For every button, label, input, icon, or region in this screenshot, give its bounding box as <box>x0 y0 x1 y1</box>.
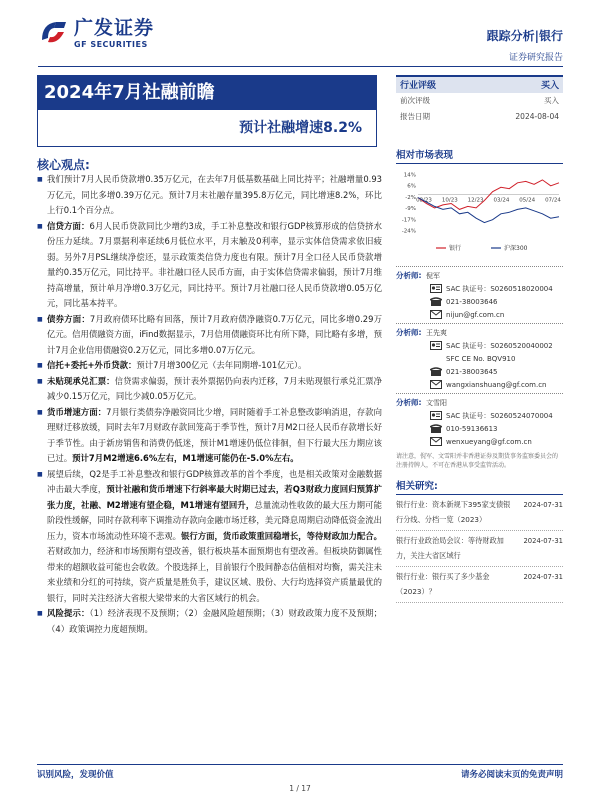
footer-disclaimer-note: 请务必阅读末页的免责声明 <box>460 770 563 780</box>
analyst-name: 文雪阳 <box>426 398 447 407</box>
x-tick-label: 08/23 <box>416 197 432 204</box>
bullet-lead: 债券方面： <box>47 313 90 324</box>
bullet-bold: 银行方面，货币政策重回稳增长，等待财政加力配合。 <box>181 530 382 541</box>
legend-label: 银行 <box>449 245 462 252</box>
analyst-block <box>396 396 563 448</box>
x-tick-label: 03/24 <box>493 197 510 204</box>
y-tick-label: -24% <box>401 228 416 235</box>
market-heading: 相对市场表现 <box>396 147 563 164</box>
email-icon <box>426 380 446 389</box>
analyst-list <box>396 269 563 448</box>
analyst-phone: 010-59136613 <box>446 424 498 433</box>
bullet-money <box>37 405 382 467</box>
bullet-text: 若财政加力，经济和市场预期有望改善，银行板块基本面预期也有望改善。但板块防御属性带来的超额收益可能也会收敛。个股选择上，目前银行个股间静态估值相对均衡，需关注未来业绩和分红的可持续，资产质量是胜负手，建议区域、股份、大行均选择资产质量最优的银行，同时关注经济大省根大梁带来的大省区域行的机会。 <box>47 546 382 603</box>
x-tick-label: 07/24 <box>545 197 561 204</box>
analyst-block <box>396 326 563 391</box>
analyst-name: 王先爽 <box>426 328 447 337</box>
bullet-summary <box>37 172 382 219</box>
bullet-text: 预计7月增300亿元（去年同期增-101亿元）。 <box>136 360 307 370</box>
logo-mark-icon <box>38 18 70 50</box>
y-tick-label: 14% <box>403 172 416 179</box>
related-item[interactable] <box>396 567 563 603</box>
email-icon <box>426 310 446 319</box>
bullet-text: 7月银行类债券净融资同比少增，同时随着手工补息整改影响消退，存款向理财迁移放缓，同时去年7月财政存款回笼高于季节性，预计7月M2口径人民币存款增长好于季节性。由于新房销售和消费仍低迷，预计M1增速仍低位徘徊，但下行最大压力期应该已过。 <box>47 406 382 463</box>
related-date: 2024-07-31 <box>523 537 563 545</box>
rating-value: 买入 <box>540 81 559 91</box>
prev-rating-value: 买入 <box>544 96 559 105</box>
phone-icon <box>426 297 446 307</box>
rating-header <box>396 75 563 93</box>
bullet-lead: 货币增速方面： <box>47 406 107 417</box>
id-card-icon <box>426 411 446 420</box>
bullet-lead: 风险提示： <box>47 608 90 618</box>
analyst-email[interactable]: wangxianshuang@gf.com.cn <box>446 380 547 389</box>
analyst-label: 分析师: <box>396 271 422 280</box>
relative-performance-chart <box>396 168 563 262</box>
bullet-lead: 信贷方面： <box>47 220 90 231</box>
y-tick-label: -17% <box>401 217 416 224</box>
related-item[interactable] <box>396 495 563 531</box>
bullet-text: 信贷需求偏弱，预计表外票据仍向表内迁移，7月未贴现银行承兑汇票净减少0.15万亿元，同比少减0.05万亿元。 <box>47 375 382 401</box>
footer-slogan: 识别风险，发现价值 <box>37 770 114 780</box>
related-title[interactable]: 银行行业：资本新规下395家支债银行分线、分档一览（2023） <box>396 500 511 524</box>
bullet-text: 6月人民币贷款同比少增约3成，手工补息整改和银行GDP核算形成的信贷挤水份压力延续。7月票据利率延续6月低位水平，月末触及0利率，显示实体信贷需求依旧疲弱。另外7月PSL继续净偿还，显示政策类信贷力度也有限。预计7月全口径人民币贷款增量约0.35万亿元，同比持平。非社融口径人民币方面，由于实体信贷需求偏弱，预计7月维持高增量，预计单月净增0.3万亿元，同比持平。预计7月社融口径人民币贷款增0.05万亿元，同比基本持平。 <box>47 220 382 308</box>
related-item[interactable] <box>396 531 563 567</box>
bullet-text: 展望后续，Q2是手工补息整改和银行GDP核算改革的首个季度，也是相关政策对金融数据冲击最大季度， <box>47 468 382 494</box>
report-category: 跟踪分析|银行 <box>486 29 563 43</box>
y-tick-label: -2% <box>405 194 416 201</box>
footer-divider <box>37 764 563 765</box>
prev-rating-label: 前次评级 <box>400 96 430 105</box>
bullet-credit <box>37 219 382 312</box>
related-heading: 相关研究: <box>396 478 563 495</box>
analyst-sac: SAC 执证号：S0260520040002 <box>446 341 553 350</box>
page-number: 1 / 17 <box>289 784 311 793</box>
report-date-value: 2024-08-04 <box>515 112 559 121</box>
report-title: 2024年7月社融前瞻 <box>38 76 376 110</box>
company-logo <box>38 18 154 50</box>
report-date-row <box>396 109 563 125</box>
related-date: 2024-07-31 <box>523 573 563 581</box>
related-list <box>396 495 563 603</box>
related-date: 2024-07-31 <box>523 501 563 509</box>
rating-label: 行业评级 <box>400 81 437 91</box>
analyst-label: 分析师: <box>396 328 422 337</box>
analyst-name: 倪军 <box>426 271 440 280</box>
analyst-sac: SAC 执证号：S0260518020004 <box>446 284 553 293</box>
related-title[interactable]: 银行行业政治局会议：等待财政加力，关注大省区域行 <box>396 536 504 560</box>
related-title[interactable]: 银行行业：银行买了多少基金（2023）？ <box>396 572 490 596</box>
legend-label: 沪深300 <box>504 245 528 252</box>
title-box <box>37 75 377 147</box>
y-tick-label: -9% <box>405 206 416 213</box>
analyst-phone: 021-38003646 <box>446 297 498 306</box>
analyst-email[interactable]: nijun@gf.com.cn <box>446 310 505 319</box>
logo-text-en: GF SECURITIES <box>74 40 148 50</box>
bullet-text: 我们预计7月人民币贷款增0.35万亿元，在去年7月低基数基础上同比持平；社融增量0.93万亿元，同比多增0.39万亿元。预计7月末社融存量395.8万亿元，同比增速8.2%，环比上行0.1个百分点。 <box>47 174 382 215</box>
bullet-text: （1）经济表现不及预期；（2）金融风险超预期；（3）财政政策力度不及预期；（4）政策调控力度超预期。 <box>47 608 382 634</box>
analyst-block <box>396 269 563 321</box>
bullet-trust-loans <box>37 358 382 374</box>
analyst-email[interactable]: wenxueyang@gf.com.cn <box>446 437 532 446</box>
series-line <box>418 198 559 223</box>
analyst-sfc: SFC CE No. BQV910 <box>446 354 516 363</box>
bullet-lead: 信托+委托+外币贷款： <box>47 360 137 370</box>
bullet-text: 7月政府债环比略有回落，预计7月政府债净融资0.7万亿元，同比多增0.29万亿元。信用债融资方面，iFind数据显示，7月信用债融资环比有所下降，同比略有多增，预计7月企业信用债融资0.2万亿元，同比多增0.07万亿元。 <box>47 313 382 355</box>
bullet-outlook <box>37 467 382 607</box>
report-date-label: 报告日期 <box>400 112 430 121</box>
analyst-phone: 021-38003645 <box>446 367 498 376</box>
logo-text-cn: 广发证券 <box>74 17 155 40</box>
bullet-text: 总量流动性收敛的最大压力期可能阶段性缓解，同时存款利率下调推动存款向金融市场迁移，美元降息周期启动降低资金流出压力，资本市场流动性环境不悲观。 <box>47 499 383 541</box>
sidebar <box>396 75 563 603</box>
analyst-disclaimer: 请注意，倪军、文雪阳并非香港证券及期货事务监察委员会的注册持牌人，不可在香港从事受监管活动。 <box>396 453 559 469</box>
id-card-icon <box>426 341 446 350</box>
bullet-bold: 预计社融和货币增速下行斜率最大时期已过去，若Q3财政力度回归预算扩张力度，社融、M2增速有望企稳，M1增速有望回升， <box>47 484 382 510</box>
prev-rating-row <box>396 93 563 109</box>
core-views-heading: 核心观点: <box>37 158 90 172</box>
email-icon <box>426 437 446 446</box>
page-header <box>0 0 600 66</box>
analyst-sac: SAC 执证号：S0260524070004 <box>446 411 553 420</box>
y-tick-label: 6% <box>407 183 416 190</box>
bullet-bills <box>37 374 382 405</box>
bullet-risk <box>37 606 382 637</box>
phone-icon <box>426 424 446 434</box>
analyst-label: 分析师: <box>396 398 422 407</box>
bullet-bonds <box>37 312 382 359</box>
x-tick-label: 12/23 <box>467 197 484 204</box>
bullet-lead: 未贴现承兑汇票： <box>47 375 115 386</box>
x-tick-label: 10/23 <box>441 197 458 204</box>
id-card-icon <box>426 284 446 293</box>
core-views-body <box>37 172 382 637</box>
bullet-tail: 预计7月M2增速6.6%左右，M1增速可能仍在-5.0%左右。 <box>72 453 299 463</box>
chart-svg <box>396 168 563 258</box>
header-divider <box>38 66 563 67</box>
phone-icon <box>426 367 446 377</box>
x-tick-label: 05/24 <box>519 197 536 204</box>
report-type: 证券研究报告 <box>508 53 563 63</box>
report-subtitle: 预计社融增速8.2% <box>239 120 362 136</box>
